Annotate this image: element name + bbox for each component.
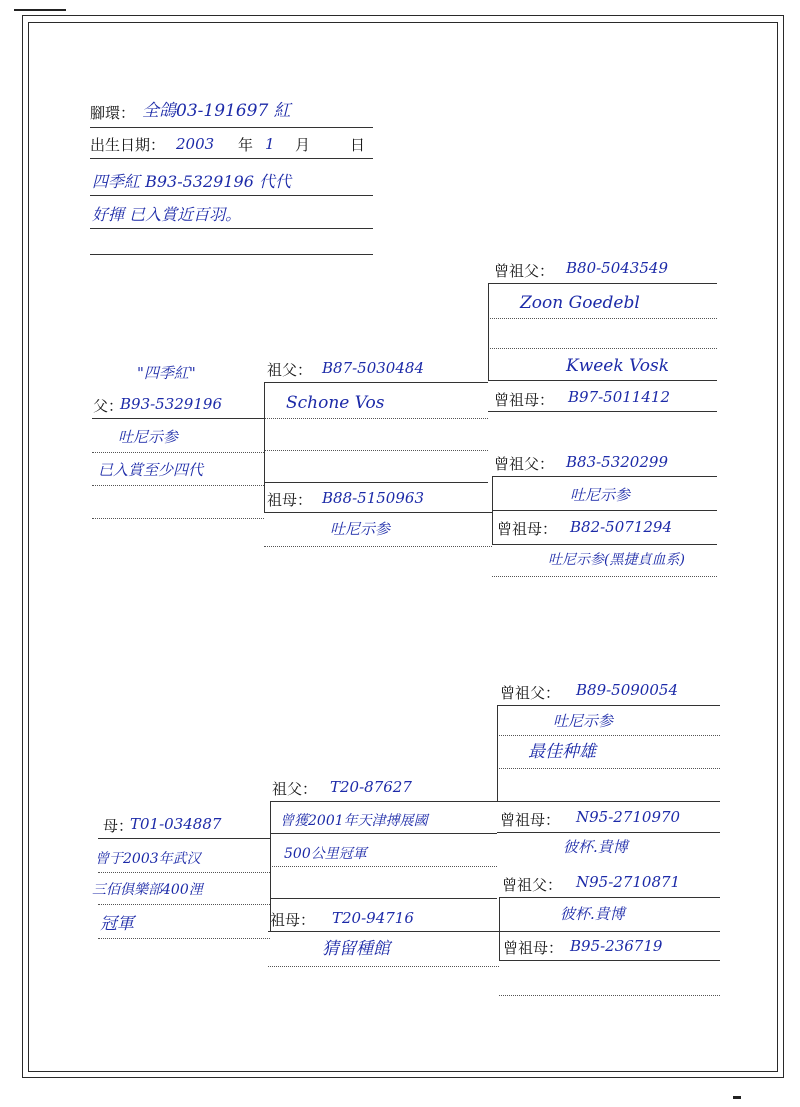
father-note-1: 吐尼示参 [118, 428, 179, 446]
dam-gm-line [268, 931, 499, 932]
dam-gf-dotted [270, 866, 497, 867]
dam-ggp1-bracket [497, 705, 498, 801]
mother-dotted-1 [98, 872, 270, 873]
dam-gf-line [270, 801, 497, 802]
sire-nickname: "四季紅" [137, 364, 196, 382]
father-dotted-2 [92, 485, 264, 486]
note-underline-2 [90, 228, 373, 229]
sire-ggm1-ring: B97-5011412 [568, 388, 670, 406]
note-line-1: 四季紅 B93-5329196 代代 [92, 172, 291, 191]
sire-ggm1-name: Kweek Vosk [566, 356, 670, 376]
dam-gm-note: 猜留種館 [322, 939, 390, 959]
dam-gf-connector [497, 801, 720, 802]
dam-gf-note-2: 500公里冠軍 [284, 846, 367, 862]
dam-ggm1-line [497, 832, 720, 833]
sire-ggm1-label: 曾祖母： [494, 391, 555, 409]
note-underline-3 [90, 254, 373, 255]
mother-note-2: 三佰俱樂部400浬 [92, 882, 203, 898]
dam-gf-note-1: 曾獲2001年天津搏展國 [280, 813, 428, 829]
scan-speck [733, 1096, 741, 1099]
sire-gm-ring: B88-5150963 [322, 489, 424, 507]
dam-ggm2-line [499, 960, 720, 961]
sire-ggp2-bracket [492, 476, 493, 544]
dam-ggm1-note: 彼杯.貴博 [563, 838, 628, 856]
note-underline-1 [90, 195, 373, 196]
dam-ggm1-label: 曾祖母： [500, 811, 561, 829]
sire-gm-label: 祖母： [267, 491, 313, 509]
sire-gm-line [264, 512, 492, 513]
sire-ggf2-ring: B83-5320299 [566, 453, 668, 471]
sire-ggf1-name: Zoon Goedebl [520, 293, 640, 313]
father-note-2: 已入賞至少四代 [98, 461, 204, 479]
mother-line [98, 838, 270, 839]
sire-ggf2-label: 曾祖父： [494, 455, 555, 473]
sire-ggf1-dotted-2 [488, 348, 717, 349]
birth-year-unit: 年 [238, 136, 254, 154]
dam-gf-label: 祖父： [272, 780, 318, 798]
sire-ggm2-note: 吐尼示参(黑捷貞血系) [548, 552, 685, 568]
sire-ggp1-bracket [488, 283, 489, 380]
ring-underline [90, 127, 373, 128]
dam-ggf1-note-1: 吐尼示参 [553, 712, 614, 730]
dam-ggp2-bracket [499, 897, 500, 960]
mother-label: 母： [103, 817, 134, 835]
dam-ggf1-note-2: 最佳种雄 [528, 742, 596, 762]
sire-ggm2-ring: B82-5071294 [570, 518, 672, 536]
dam-ggm2-ring: B95-236719 [570, 937, 663, 955]
sire-gf-name: Schone Vos [286, 393, 385, 413]
sire-gm-note: 吐尼示参 [330, 520, 391, 538]
dam-ggf1-line [497, 705, 720, 706]
birth-label: 出生日期： [90, 136, 166, 154]
sire-gf-line [264, 382, 488, 383]
sire-gm-mid-line [492, 510, 717, 511]
birth-month-unit: 月 [295, 136, 311, 154]
sire-ggf2-note: 吐尼示参 [570, 486, 631, 504]
birth-day-unit: 日 [350, 136, 366, 154]
dam-gm-ring: T20-94716 [332, 909, 414, 927]
mother-dotted-3 [98, 938, 270, 939]
mother-dotted-2 [98, 904, 270, 905]
ring-value: 全鴿03-191697 紅 [142, 101, 291, 121]
father-line [92, 418, 264, 419]
sire-gf-dotted-2 [264, 450, 488, 451]
dam-gf-mid-line [270, 833, 497, 834]
dam-gm-dotted [268, 966, 499, 967]
sire-ggm2-line [492, 544, 717, 545]
dam-ggf2-label: 曾祖父： [502, 876, 563, 894]
sire-ggf1-dotted-1 [488, 318, 717, 319]
mother-note-3: 冠軍 [100, 914, 134, 934]
ring-label: 腳環： [90, 104, 136, 122]
sire-ggm2-label: 曾祖母： [497, 520, 558, 538]
sire-ggf1-label: 曾祖父： [494, 262, 555, 280]
dam-ggf2-line [499, 897, 720, 898]
sire-ggf2-line [492, 476, 717, 477]
dam-ggf2-note: 彼杯.貴博 [560, 905, 625, 923]
scan-speck [14, 9, 66, 11]
sire-ggf1-line [488, 283, 717, 284]
dam-ggf1-ring: B89-5090054 [576, 681, 678, 699]
father-dotted-1 [92, 452, 264, 453]
father-label: 父： [93, 397, 124, 415]
sire-gf-connector [488, 380, 717, 381]
sire-gm-dotted [264, 546, 492, 547]
father-dotted-3 [92, 518, 264, 519]
dam-ggm2-dotted [499, 995, 720, 996]
sire-ggm1-line [488, 411, 717, 412]
sire-ggf1-ring: B80-5043549 [566, 259, 668, 277]
dam-gf-ring: T20-87627 [330, 778, 412, 796]
dam-ggf2-ring: N95-2710871 [576, 873, 681, 891]
birth-underline [90, 158, 373, 159]
dam-gm-label: 祖母： [270, 911, 316, 929]
dam-ggm2-label: 曾祖母： [503, 939, 564, 957]
sire-gf-label: 祖父： [267, 361, 313, 379]
birth-year: 2003 [176, 135, 215, 153]
sire-gf-dotted-1 [264, 418, 488, 419]
sire-gm-connector [264, 482, 488, 483]
birth-month: 1 [265, 135, 275, 153]
sire-ggm2-dotted [492, 576, 717, 577]
dam-ggf1-label: 曾祖父： [500, 684, 561, 702]
note-line-2: 好揮 已入賞近百羽。 [92, 205, 242, 224]
dam-ggf1-dotted-1 [497, 735, 720, 736]
sire-gp-bracket [264, 382, 265, 512]
father-ring: B93-5329196 [120, 395, 222, 413]
dam-gm-connector [270, 898, 497, 899]
sire-gf-ring: B87-5030484 [322, 359, 424, 377]
dam-ggm1-ring: N95-2710970 [576, 808, 681, 826]
mother-ring: T01-034887 [130, 815, 222, 833]
dam-gm-mid-line [499, 931, 720, 932]
dam-ggf1-dotted-2 [497, 768, 720, 769]
mother-note-1: 曾于2003年武汉 [95, 851, 201, 867]
dam-gp-bracket [270, 801, 271, 931]
